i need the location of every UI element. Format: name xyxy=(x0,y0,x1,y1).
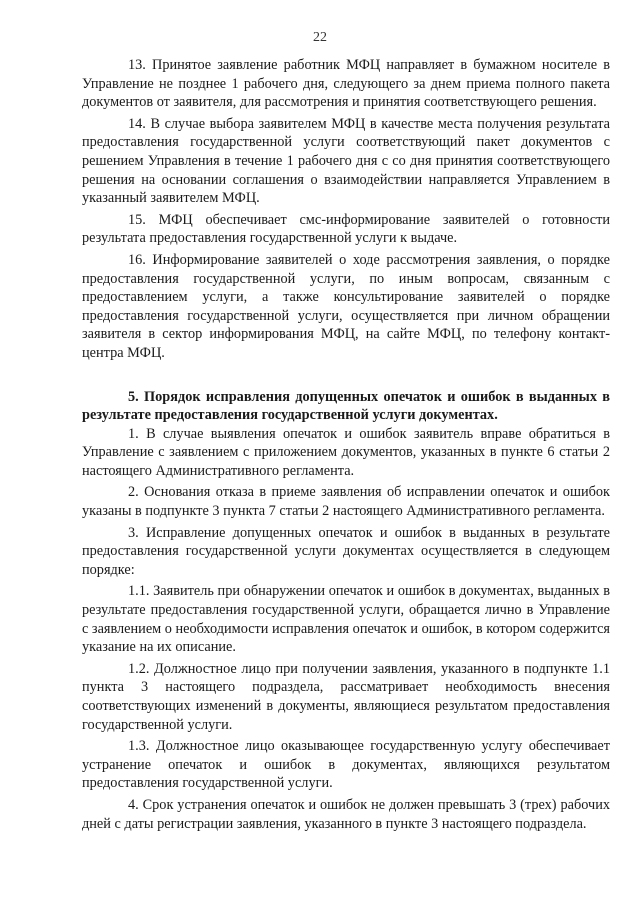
section-5-paragraph-1: 1. В случае выявления опечаток и ошибок заявитель вправе обратиться в Управление с заявлением с приложением документов, указанных в пункте 6 статьи 2 настоящего Административного регламента. xyxy=(82,425,610,479)
section-5-heading: 5. Порядок исправления допущенных опечаток и ошибок в выданных в результате предоставления государственной услуги документах. xyxy=(82,388,610,424)
document-body xyxy=(82,56,610,833)
section-5-subparagraph-1-2: 1.2. Должностное лицо при получении заявления, указанного в подпункте 1.1 пункта 3 настоящего подраздела, рассматривает необходимость внесения соответствующих изменений в документы, являющиеся результатом предоставления государственной услуги. xyxy=(82,660,610,733)
section-5-paragraph-3: 3. Исправление допущенных опечаток и ошибок в выданных в результате предоставления государственной услуги документах осуществляется в следующем порядке: xyxy=(82,524,610,578)
paragraph-13: 13. Принятое заявление работник МФЦ направляет в бумажном носителе в Управление не позднее 1 рабочего дня, следующего за днем приема полного пакета документов от заявителя, для рассмотрения и принятия соответствующего решения. xyxy=(82,57,610,111)
section-5-subparagraph-1-1: 1.1. Заявитель при обнаружении опечаток и ошибок в документах, выданных в результате предоставления государственной услуги, обращается лично в Управление с заявлением о необходимости исправления опечаток и ошибок, в котором содержится указание на их описание. xyxy=(82,583,610,656)
section-5-paragraph-2: 2. Основания отказа в приеме заявления об исправлении опечаток и ошибок указаны в подпункте 3 пункта 7 статьи 2 настоящего Административного регламента. xyxy=(82,484,610,520)
paragraph-16: 16. Информирование заявителей о ходе рассмотрения заявления, о порядке предоставления государственной услуги, по иным вопросам, связанным с предоставлением услуги, а также консультирование заявителей о порядке предоставления государственной услуги, осуществляется при личном обращении заявителя в сектор информирования МФЦ, на сайте МФЦ, по телефону контакт-центра МФЦ. xyxy=(82,251,610,361)
section-5-subparagraph-1-3: 1.3. Должностное лицо оказывающее государственную услугу обеспечивает устранение опечаток и ошибок в документах, являющихся результатом предоставления государственной услуги. xyxy=(82,738,610,792)
page-number: 22 xyxy=(313,30,327,45)
paragraph-15: 15. МФЦ обеспечивает смс-информирование заявителей о готовности результата предоставления государственной услуги к выдаче. xyxy=(82,211,610,247)
paragraph-14: 14. В случае выбора заявителем МФЦ в качестве места получения результата предоставления государственной услуги соответствующий пакет документов с решением Управления в течение 1 рабочего дня с со дня принятия соответствующего решения на основании соглашения о взаимодействии направляется Управлением в указанный заявителем МФЦ. xyxy=(82,115,610,207)
section-5-paragraph-4: 4. Срок устранения опечаток и ошибок не должен превышать 3 (трех) рабочих дней с даты регистрации заявления, указанного в пункте 3 настоящего подраздела. xyxy=(82,796,610,832)
